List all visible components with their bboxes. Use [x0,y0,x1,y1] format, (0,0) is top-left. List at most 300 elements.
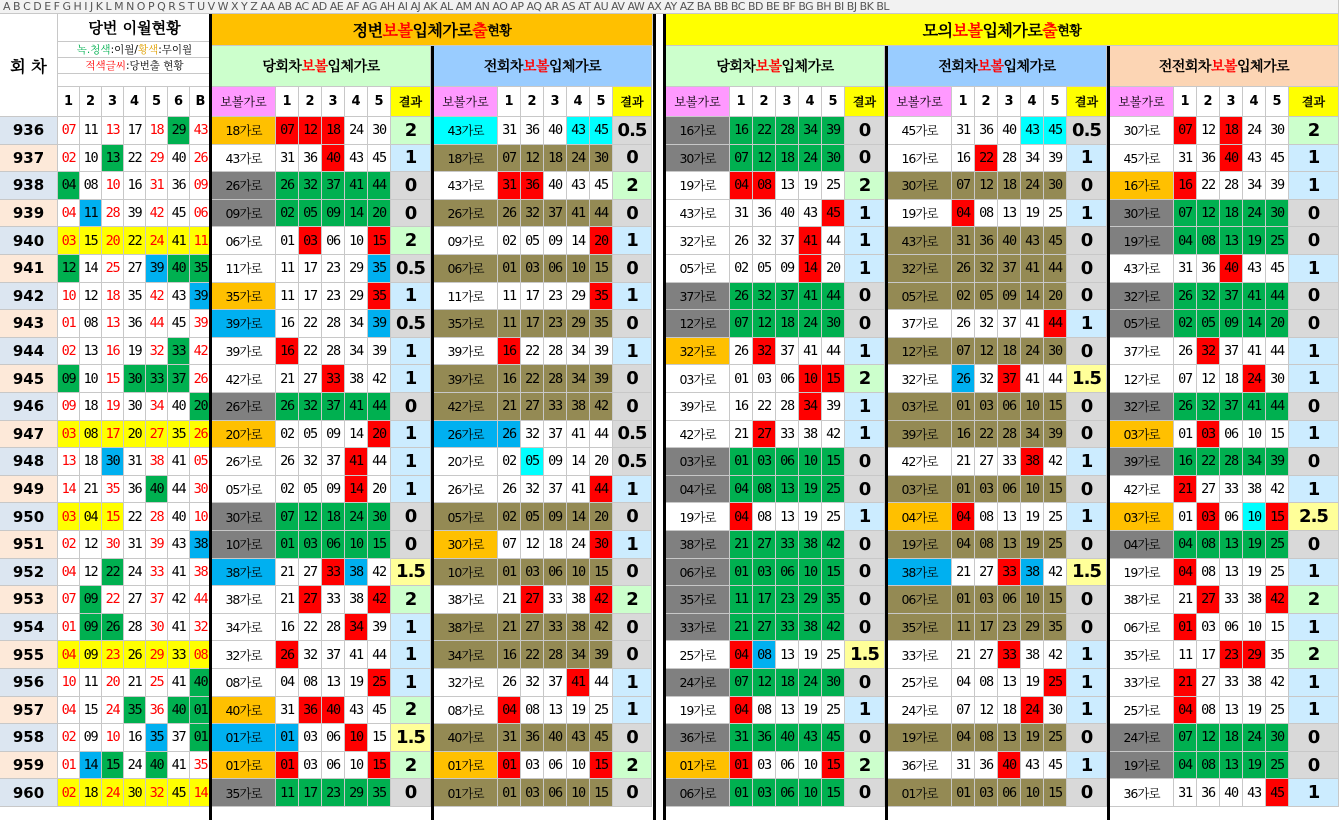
bobol-row-label[interactable]: 32가로 [1110,393,1174,421]
bobol-number[interactable]: 21 [498,586,521,614]
bobol-row-label[interactable]: 35가로 [1110,641,1174,669]
bobol-number[interactable]: 18 [322,503,345,531]
bobol-number[interactable]: 10 [345,531,368,559]
bobol-number[interactable]: 34 [799,117,822,145]
draw-number[interactable]: 36 [124,310,146,338]
bobol-number[interactable]: 36 [753,724,776,752]
bobol-row-label[interactable]: 35가로 [212,779,276,807]
bobol-number[interactable]: 40 [322,697,345,725]
bobol-number[interactable]: 10 [345,724,368,752]
bobol-row-label[interactable]: 19가로 [666,697,730,725]
bobol-number[interactable]: 44 [1266,393,1289,421]
bobol-number[interactable]: 37 [322,641,345,669]
bobol-number[interactable]: 34 [567,365,590,393]
draw-number[interactable]: 04 [80,503,102,531]
bobol-number[interactable]: 02 [276,421,299,449]
result-value[interactable]: 2 [391,117,431,145]
bobol-number[interactable]: 10 [567,255,590,283]
bobol-number[interactable]: 06 [1220,503,1243,531]
draw-number[interactable]: 02 [58,338,80,366]
bobol-number[interactable]: 33 [998,641,1021,669]
bobol-number[interactable]: 13 [1220,559,1243,587]
bobol-number[interactable]: 27 [521,614,544,642]
draw-number[interactable]: 42 [190,338,212,366]
bobol-number[interactable]: 39 [590,338,613,366]
bobol-number[interactable]: 26 [1174,338,1197,366]
draw-number[interactable]: 06 [190,200,212,228]
bobol-number[interactable]: 24 [1243,365,1266,393]
bobol-number[interactable]: 26 [276,641,299,669]
bobol-number[interactable]: 15 [1044,476,1067,504]
bobol-number[interactable]: 27 [975,641,998,669]
bobol-number[interactable]: 19 [799,503,822,531]
bobol-number[interactable]: 35 [590,283,613,311]
bobol-number[interactable]: 33 [776,614,799,642]
draw-number[interactable]: 10 [58,283,80,311]
bobol-number[interactable]: 42 [368,559,391,587]
bobol-number[interactable]: 31 [276,697,299,725]
draw-number[interactable]: 39 [124,200,146,228]
bobol-number[interactable]: 33 [322,586,345,614]
bobol-number[interactable]: 16 [498,641,521,669]
draw-number[interactable]: 09 [80,724,102,752]
num-header-4[interactable]: 4 [567,87,590,117]
bobol-number[interactable]: 32 [975,365,998,393]
bobol-number[interactable]: 29 [799,586,822,614]
bobol-number[interactable]: 26 [498,669,521,697]
bobol-number[interactable]: 31 [1174,145,1197,173]
bobol-label-header[interactable]: 보볼가로 [434,87,498,117]
draw-number[interactable]: 22 [124,145,146,173]
result-value[interactable]: 2 [391,586,431,614]
bobol-number[interactable]: 28 [1220,448,1243,476]
bobol-number[interactable]: 07 [1174,724,1197,752]
draw-number[interactable]: 26 [102,614,124,642]
bobol-number[interactable]: 29 [1243,641,1266,669]
num-header-3[interactable]: 3 [322,87,345,117]
bobol-number[interactable]: 28 [544,338,567,366]
bobol-row-label[interactable]: 26가로 [434,476,498,504]
bobol-number[interactable]: 05 [299,200,322,228]
draw-number[interactable]: 07 [58,117,80,145]
num-header-3[interactable]: 3 [998,87,1021,117]
num-header-1[interactable]: 1 [952,87,975,117]
bobol-number[interactable]: 07 [276,503,299,531]
round-number[interactable]: 948 [0,448,58,476]
draw-number[interactable]: 41 [168,669,190,697]
bobol-row-label[interactable]: 08가로 [434,697,498,725]
result-header[interactable]: 결과 [1067,87,1107,117]
draw-number[interactable]: 28 [102,200,124,228]
round-number[interactable]: 939 [0,200,58,228]
bobol-number[interactable]: 04 [498,697,521,725]
bobol-number[interactable]: 23 [322,779,345,807]
bobol-number[interactable]: 15 [590,559,613,587]
draw-number[interactable]: 22 [124,227,146,255]
bobol-number[interactable]: 11 [730,586,753,614]
bobol-number[interactable]: 44 [822,227,845,255]
bobol-number[interactable]: 33 [322,365,345,393]
bobol-number[interactable]: 25 [1266,227,1289,255]
bobol-number[interactable]: 19 [1243,752,1266,780]
bobol-number[interactable]: 25 [822,641,845,669]
bobol-number[interactable]: 06 [776,559,799,587]
bobol-number[interactable]: 13 [1220,531,1243,559]
bobol-number[interactable]: 26 [276,393,299,421]
result-value[interactable]: 1 [845,227,885,255]
draw-number[interactable]: 43 [168,283,190,311]
bobol-number[interactable]: 42 [368,586,391,614]
bobol-number[interactable]: 14 [567,448,590,476]
bobol-number[interactable]: 05 [521,227,544,255]
bobol-number[interactable]: 37 [322,393,345,421]
bobol-number[interactable]: 28 [1220,172,1243,200]
bobol-number[interactable]: 32 [1197,393,1220,421]
result-value[interactable]: 0 [845,614,885,642]
draw-number[interactable]: 38 [190,559,212,587]
draw-number[interactable]: 11 [80,117,102,145]
result-value[interactable]: 1 [1289,779,1339,807]
bobol-number[interactable]: 05 [521,448,544,476]
bobol-number[interactable]: 32 [299,448,322,476]
bobol-number[interactable]: 41 [1021,310,1044,338]
bobol-number[interactable]: 08 [975,503,998,531]
result-value[interactable]: 0 [613,614,652,642]
bobol-number[interactable]: 12 [299,503,322,531]
draw-number[interactable]: 10 [80,145,102,173]
result-value[interactable]: 2 [613,172,652,200]
num-header-2[interactable]: 2 [753,87,776,117]
bobol-number[interactable]: 43 [567,117,590,145]
result-value[interactable]: 0 [1289,724,1339,752]
bobol-row-label[interactable]: 05가로 [1110,310,1174,338]
draw-number[interactable]: 36 [168,172,190,200]
draw-number[interactable]: 35 [124,283,146,311]
bobol-number[interactable]: 17 [299,779,322,807]
draw-number[interactable]: 12 [80,531,102,559]
bobol-number[interactable]: 17 [975,614,998,642]
num-header-2[interactable]: 2 [1197,87,1220,117]
bobol-row-label[interactable]: 32가로 [888,365,952,393]
bobol-number[interactable]: 01 [276,752,299,780]
bobol-number[interactable]: 13 [1220,697,1243,725]
bobol-row-label[interactable]: 42가로 [212,365,276,393]
bobol-number[interactable]: 28 [322,338,345,366]
bobol-number[interactable]: 10 [1243,421,1266,449]
bobol-row-label[interactable]: 30가로 [666,145,730,173]
result-value[interactable]: 1 [613,283,652,311]
bobol-number[interactable]: 37 [776,227,799,255]
title-main[interactable]: 당번 이월현황 [58,14,212,42]
draw-number[interactable]: 10 [102,172,124,200]
draw-number[interactable]: 19 [102,393,124,421]
draw-number[interactable]: 10 [58,669,80,697]
bobol-number[interactable]: 07 [730,669,753,697]
bobol-number[interactable]: 42 [590,614,613,642]
bobol-number[interactable]: 03 [753,779,776,807]
bobol-row-label[interactable]: 45가로 [888,117,952,145]
bobol-number[interactable]: 09 [544,227,567,255]
bobol-row-label[interactable]: 03가로 [888,393,952,421]
bobol-number[interactable]: 41 [345,172,368,200]
num-header-5[interactable]: 5 [822,87,845,117]
draw-number[interactable]: 18 [80,448,102,476]
bobol-row-label[interactable]: 03가로 [666,448,730,476]
bobol-number[interactable]: 43 [567,172,590,200]
bobol-number[interactable]: 03 [1197,503,1220,531]
bobol-row-label[interactable]: 10가로 [434,559,498,587]
bobol-row-label[interactable]: 35가로 [212,283,276,311]
bobol-row-label[interactable]: 33가로 [888,641,952,669]
bobol-number[interactable]: 40 [544,724,567,752]
round-number[interactable]: 946 [0,393,58,421]
result-value[interactable]: 1 [613,227,652,255]
draw-number[interactable]: 30 [102,531,124,559]
bobol-row-label[interactable]: 06가로 [434,255,498,283]
bobol-number[interactable]: 25 [1044,724,1067,752]
result-value[interactable]: 1 [845,503,885,531]
bobol-number[interactable]: 29 [567,310,590,338]
bobol-number[interactable]: 13 [1220,227,1243,255]
bobol-row-label[interactable]: 39가로 [212,310,276,338]
bobol-number[interactable]: 22 [299,614,322,642]
draw-number[interactable]: 42 [168,586,190,614]
bobol-number[interactable]: 18 [322,117,345,145]
draw-number[interactable]: 17 [102,421,124,449]
bobol-row-label[interactable]: 36가로 [1110,779,1174,807]
draw-number[interactable]: 36 [146,697,168,725]
result-value[interactable]: 1.5 [1067,559,1107,587]
bobol-number[interactable]: 14 [799,255,822,283]
bobol-row-label[interactable]: 20가로 [434,448,498,476]
num-header-5[interactable]: 5 [590,87,613,117]
bobol-number[interactable]: 32 [521,200,544,228]
bobol-row-label[interactable]: 03가로 [1110,503,1174,531]
bobol-row-label[interactable]: 32가로 [212,641,276,669]
bobol-row-label[interactable]: 19가로 [666,172,730,200]
draw-number[interactable]: 35 [124,697,146,725]
bobol-number[interactable]: 04 [952,531,975,559]
bobol-number[interactable]: 44 [368,172,391,200]
bobol-number[interactable]: 30 [1266,365,1289,393]
bobol-number[interactable]: 39 [1266,448,1289,476]
bobol-number[interactable]: 04 [730,641,753,669]
bobol-number[interactable]: 04 [1174,227,1197,255]
bobol-number[interactable]: 26 [730,227,753,255]
bobol-number[interactable]: 22 [753,117,776,145]
bobol-number[interactable]: 24 [799,310,822,338]
bobol-number[interactable]: 36 [975,117,998,145]
bobol-row-label[interactable]: 39가로 [666,393,730,421]
bobol-number[interactable]: 36 [521,117,544,145]
title-spacer[interactable] [58,74,212,87]
bobol-row-label[interactable]: 37가로 [666,283,730,311]
bobol-row-label[interactable]: 19가로 [1110,559,1174,587]
bobol-number[interactable]: 41 [345,641,368,669]
result-value[interactable]: 1 [1289,255,1339,283]
draw-number[interactable]: 37 [168,365,190,393]
round-number[interactable]: 945 [0,365,58,393]
result-value[interactable]: 0 [1067,531,1107,559]
draw-number[interactable]: 44 [190,586,212,614]
bobol-number[interactable]: 30 [590,531,613,559]
bobol-number[interactable]: 41 [345,393,368,421]
bobol-number[interactable]: 16 [498,365,521,393]
draw-number[interactable]: 12 [58,255,80,283]
draw-number[interactable]: 40 [146,476,168,504]
bobol-number[interactable]: 16 [1174,448,1197,476]
bobol-number[interactable]: 06 [998,476,1021,504]
bobol-number[interactable]: 38 [567,393,590,421]
group-header-4[interactable]: 전회차 보볼 입체가로 [888,46,1107,87]
num-header-4[interactable]: 4 [345,87,368,117]
bobol-number[interactable]: 43 [1021,117,1044,145]
bobol-number[interactable]: 31 [730,724,753,752]
bobol-row-label[interactable]: 38가로 [212,586,276,614]
bobol-row-label[interactable]: 39가로 [434,365,498,393]
bobol-number[interactable]: 15 [368,227,391,255]
draw-number[interactable]: 05 [190,448,212,476]
result-value[interactable]: 0 [1067,586,1107,614]
result-value[interactable]: 1 [391,338,431,366]
bobol-number[interactable]: 29 [345,779,368,807]
bobol-number[interactable]: 33 [544,586,567,614]
bobol-number[interactable]: 06 [776,752,799,780]
bobol-number[interactable]: 45 [590,117,613,145]
bobol-number[interactable]: 17 [1197,641,1220,669]
result-value[interactable]: 0 [613,200,652,228]
bobol-number[interactable]: 01 [952,586,975,614]
round-number[interactable]: 940 [0,227,58,255]
draw-number[interactable]: 29 [168,117,190,145]
draw-number[interactable]: 01 [58,310,80,338]
bobol-number[interactable]: 25 [1044,531,1067,559]
result-value[interactable]: 0.5 [613,421,652,449]
bobol-number[interactable]: 43 [1021,752,1044,780]
bobol-number[interactable]: 03 [753,752,776,780]
bobol-number[interactable]: 36 [1197,255,1220,283]
bobol-number[interactable]: 01 [730,365,753,393]
bobol-number[interactable]: 40 [544,172,567,200]
bobol-number[interactable]: 06 [544,255,567,283]
num-header-3[interactable]: 3 [544,87,567,117]
bobol-row-label[interactable]: 12가로 [888,338,952,366]
bobol-row-label[interactable]: 19가로 [888,531,952,559]
bobol-number[interactable]: 14 [567,503,590,531]
bobol-number[interactable]: 22 [521,365,544,393]
draw-number[interactable]: 31 [124,531,146,559]
result-value[interactable]: 1 [1067,145,1107,173]
row-header-round[interactable]: 회 차 [0,14,58,117]
bobol-number[interactable]: 37 [776,338,799,366]
bobol-number[interactable]: 31 [952,227,975,255]
bobol-number[interactable]: 24 [799,145,822,173]
bobol-number[interactable]: 01 [276,227,299,255]
bobol-number[interactable]: 25 [1266,697,1289,725]
bobol-number[interactable]: 20 [590,448,613,476]
bobol-number[interactable]: 28 [322,614,345,642]
round-number[interactable]: 943 [0,310,58,338]
bobol-row-label[interactable]: 19가로 [888,724,952,752]
bobol-number[interactable]: 38 [1021,559,1044,587]
bobol-number[interactable]: 02 [276,476,299,504]
bobol-number[interactable]: 32 [753,227,776,255]
bobol-row-label[interactable]: 18가로 [434,145,498,173]
bobol-number[interactable]: 34 [345,338,368,366]
bobol-number[interactable]: 21 [952,641,975,669]
bobol-number[interactable]: 37 [544,669,567,697]
bobol-number[interactable]: 21 [1174,586,1197,614]
result-value[interactable]: 0 [845,779,885,807]
num-header-1[interactable]: 1 [730,87,753,117]
bobol-number[interactable]: 04 [952,669,975,697]
bobol-number[interactable]: 08 [975,724,998,752]
bobol-number[interactable]: 43 [1243,145,1266,173]
bobol-number[interactable]: 28 [322,310,345,338]
bobol-number[interactable]: 22 [1197,172,1220,200]
bobol-number[interactable]: 30 [368,503,391,531]
result-value[interactable]: 1 [391,476,431,504]
bobol-number[interactable]: 31 [1174,255,1197,283]
result-value[interactable]: 1 [391,669,431,697]
bobol-row-label[interactable]: 43가로 [212,145,276,173]
bobol-number[interactable]: 39 [368,310,391,338]
bobol-number[interactable]: 28 [998,421,1021,449]
bobol-number[interactable]: 15 [1044,393,1067,421]
bobol-number[interactable]: 43 [567,724,590,752]
bobol-row-label[interactable]: 32가로 [666,227,730,255]
bobol-row-label[interactable]: 43가로 [666,200,730,228]
bobol-number[interactable]: 22 [1197,448,1220,476]
bobol-number[interactable]: 03 [753,448,776,476]
bobol-number[interactable]: 24 [1021,697,1044,725]
bobol-number[interactable]: 37 [544,476,567,504]
bobol-number[interactable]: 30 [1044,172,1067,200]
bobol-number[interactable]: 27 [753,614,776,642]
result-value[interactable]: 0 [1289,448,1339,476]
draw-number[interactable]: 40 [168,255,190,283]
bobol-number[interactable]: 06 [776,779,799,807]
bobol-number[interactable]: 04 [730,476,753,504]
bobol-number[interactable]: 20 [368,200,391,228]
bobol-number[interactable]: 41 [1021,255,1044,283]
draw-number[interactable]: 13 [102,145,124,173]
bobol-number[interactable]: 37 [322,172,345,200]
bobol-row-label[interactable]: 11가로 [434,283,498,311]
bobol-number[interactable]: 45 [590,172,613,200]
bobol-number[interactable]: 18 [776,669,799,697]
bobol-number[interactable]: 42 [368,365,391,393]
bobol-number[interactable]: 16 [1174,172,1197,200]
result-value[interactable]: 1 [1289,614,1339,642]
bobol-number[interactable]: 41 [1243,283,1266,311]
bobol-number[interactable]: 01 [1174,421,1197,449]
bobol-number[interactable]: 08 [753,503,776,531]
bobol-number[interactable]: 25 [822,172,845,200]
bobol-number[interactable]: 26 [1174,393,1197,421]
bobol-number[interactable]: 09 [776,255,799,283]
bobol-number[interactable]: 42 [590,393,613,421]
result-value[interactable]: 0.5 [613,448,652,476]
draw-number[interactable]: 22 [102,559,124,587]
draw-number[interactable]: 32 [146,338,168,366]
bobol-row-label[interactable]: 04가로 [888,503,952,531]
result-value[interactable]: 1 [845,338,885,366]
num-header-1[interactable]: 1 [1174,87,1197,117]
bobol-number[interactable]: 27 [1197,586,1220,614]
draw-number[interactable]: 20 [102,669,124,697]
bobol-number[interactable]: 15 [590,752,613,780]
